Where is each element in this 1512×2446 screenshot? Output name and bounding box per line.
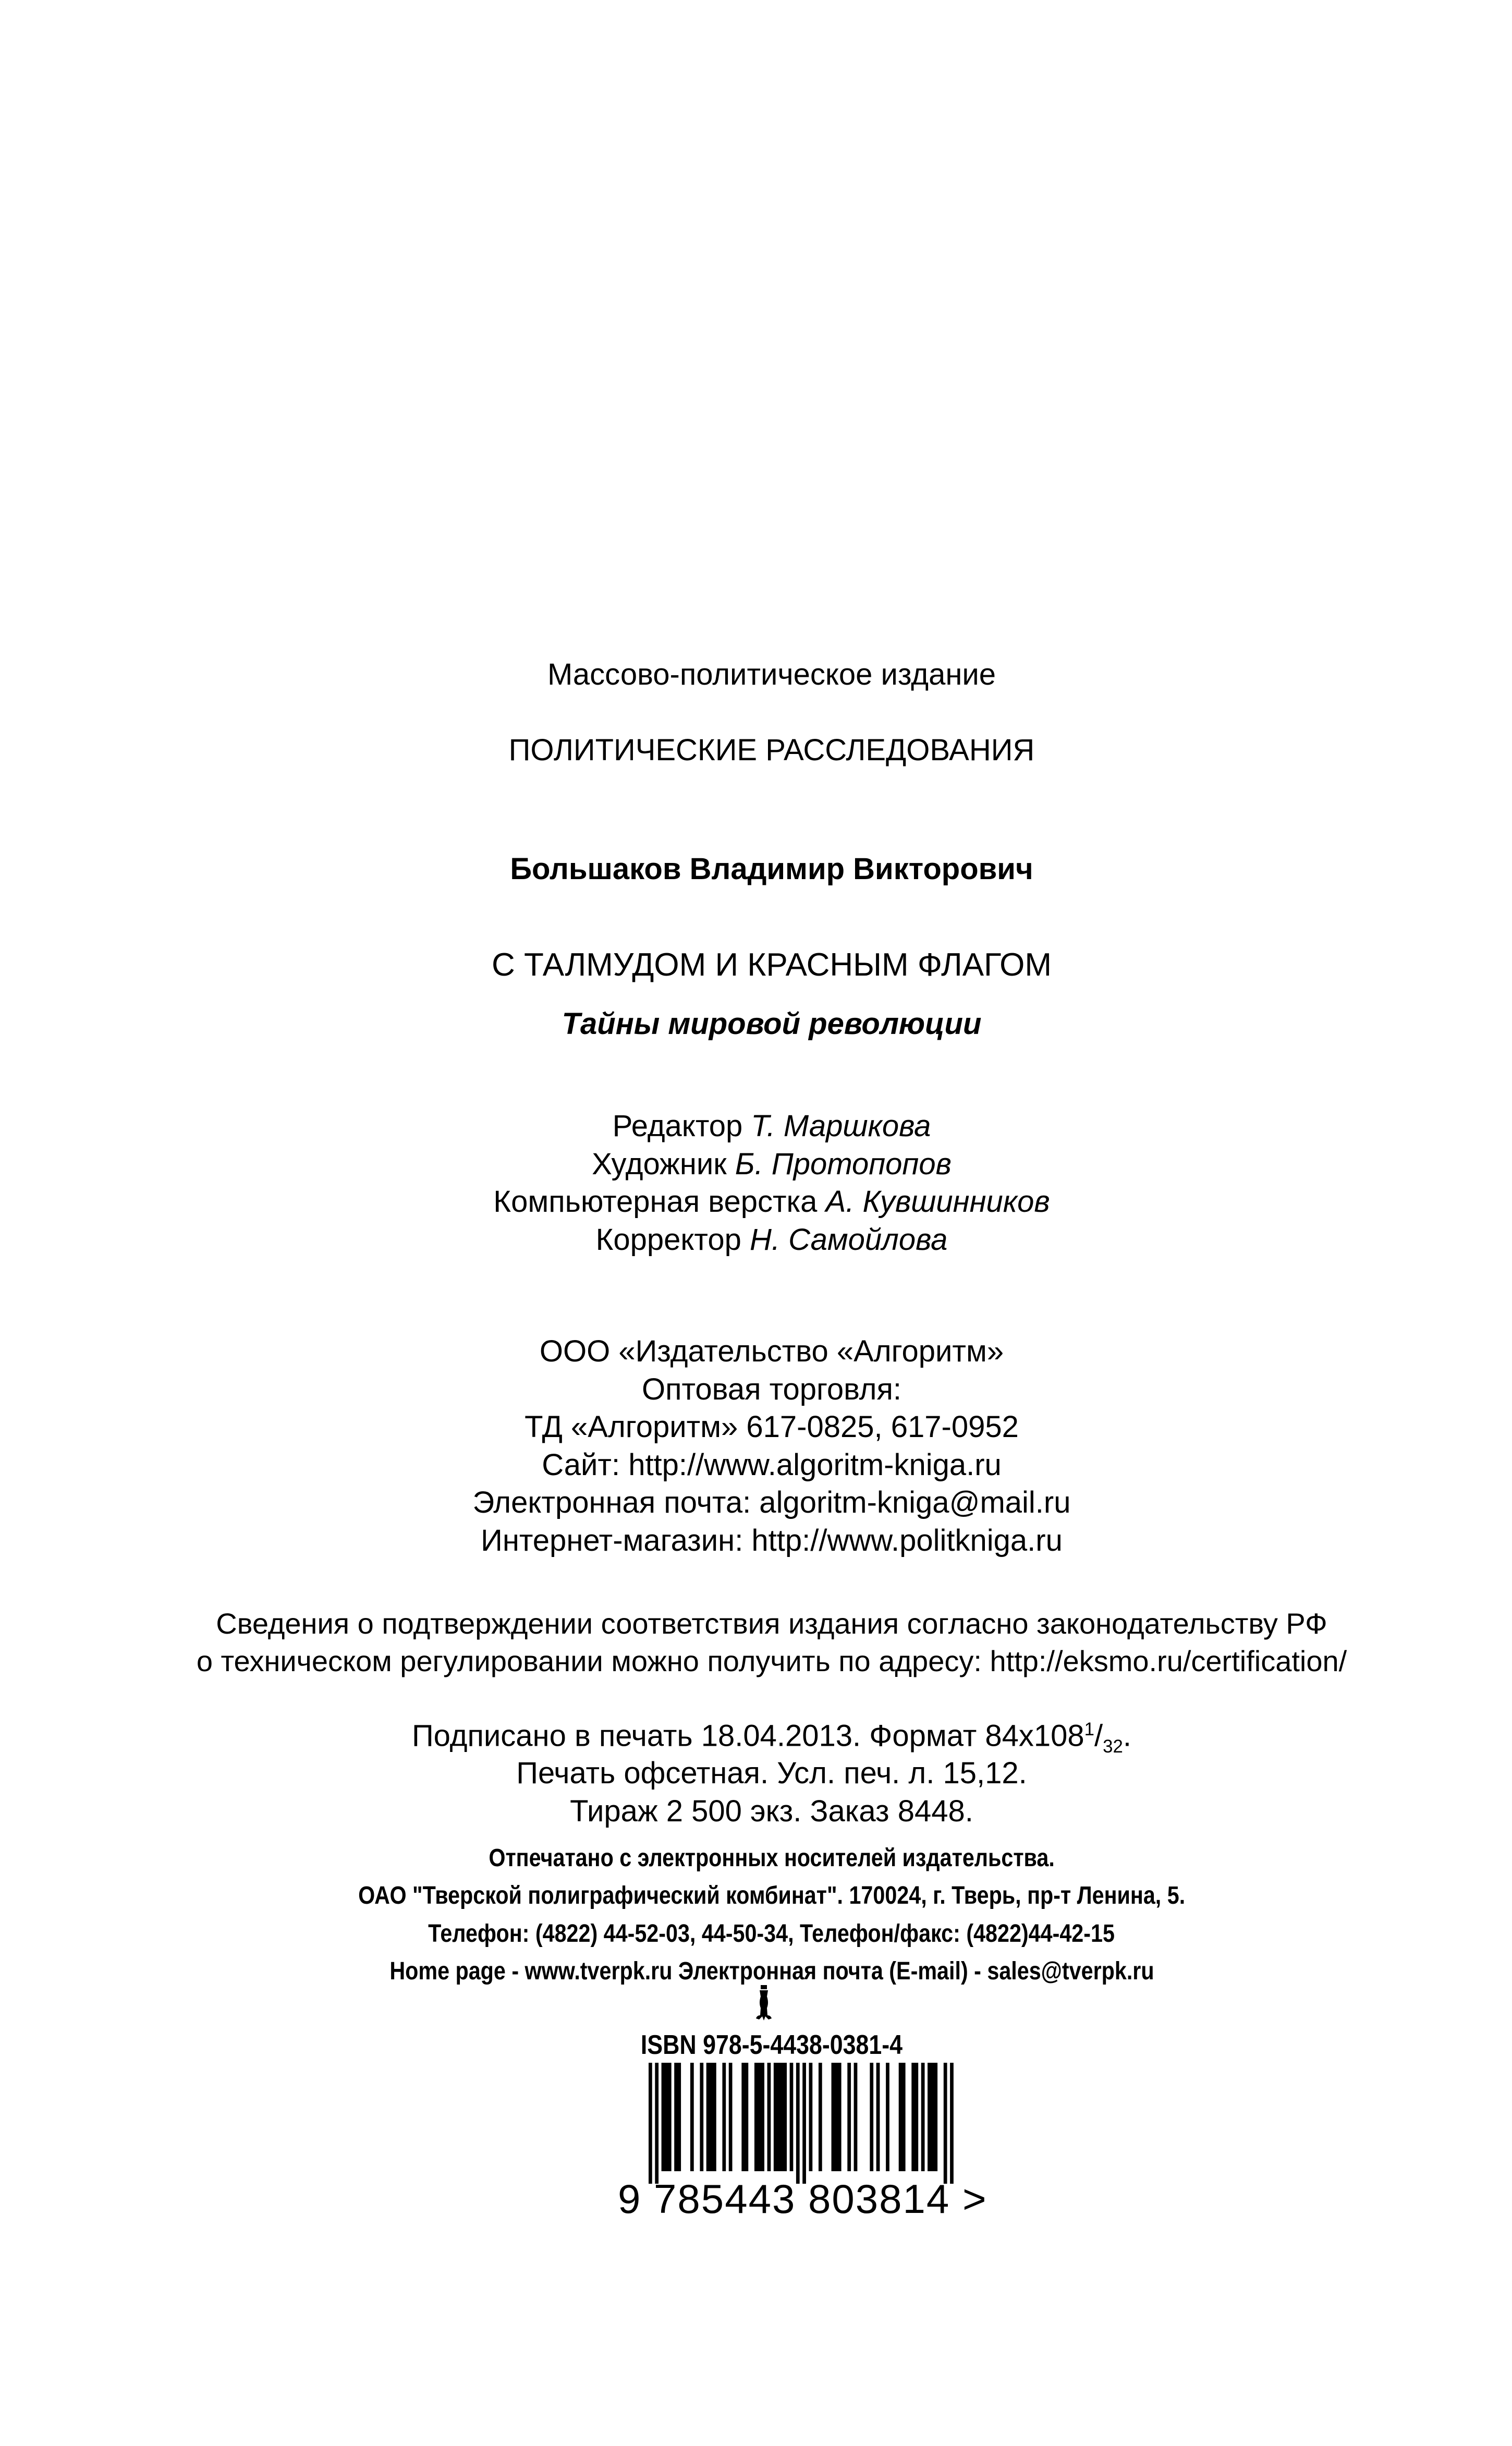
barcode-bar <box>777 2063 781 2171</box>
credit-name: Б. Протопопов <box>735 1147 952 1181</box>
publisher-line: Оптовая торговля: <box>641 1372 902 1406</box>
barcode-bar <box>886 2063 889 2171</box>
credit-role: Компьютерная верстка <box>493 1185 818 1219</box>
barcode-bar <box>911 2063 915 2171</box>
printer-text: Home page - www.tverpk.ru Электронная почта (E-mail) - sales@tverpk.ru <box>389 1957 1154 1985</box>
barcode-bar <box>780 2063 784 2171</box>
barcode-bar <box>847 2063 851 2171</box>
barcode-bar <box>655 2063 659 2184</box>
barcode-bar <box>767 2063 771 2171</box>
certification-line: о техническом регулировании можно получить по адресу: http://eksmo.ru/certification/ <box>196 1645 1347 1677</box>
barcode-bar <box>677 2063 681 2171</box>
barcode-bar <box>729 2063 733 2171</box>
barcode-digits: 9 785443 803814 > <box>618 2176 987 2222</box>
publisher-line: ТД «Алгоритм» 617-0825, 617-0952 <box>525 1410 1019 1444</box>
barcode-bar <box>690 2063 694 2171</box>
format-denominator: 32 <box>1103 1736 1123 1757</box>
printer-line <box>16 1883 1512 1908</box>
barcode-bar <box>783 2063 787 2171</box>
credit-role: Редактор <box>612 1109 743 1143</box>
barcode-bar <box>761 2063 764 2171</box>
printer-line <box>16 1846 1512 1871</box>
imprint-text: . <box>1123 1719 1131 1753</box>
isbn-barcode <box>649 2063 961 2188</box>
barcode-bar <box>809 2063 813 2171</box>
publisher-line: Интернет-магазин: http://www.politkniga.ru <box>481 1524 1063 1557</box>
barcode-bar <box>819 2063 822 2171</box>
imprint-print: Печать офсетная. Усл. печ. л. 15,12. <box>516 1756 1027 1790</box>
barcode-bar <box>754 2063 758 2171</box>
format-numerator: 1 <box>1084 1719 1095 1739</box>
barcode-bar <box>649 2063 652 2184</box>
barcode-bar <box>934 2063 937 2171</box>
printer-text: Отпечатано с электронных носителей издательства. <box>489 1844 1055 1872</box>
publisher-line: ООО «Издательство «Алгоритм» <box>539 1334 1004 1368</box>
barcode-bar <box>662 2063 665 2171</box>
barcode-bar <box>674 2063 678 2171</box>
barcode-bar <box>668 2063 672 2171</box>
author: Большаков Владимир Викторович <box>510 852 1033 886</box>
certification-line: Сведения о подтверждении соответствия издания согласно законодательству РФ <box>216 1607 1327 1640</box>
barcode-bar <box>758 2063 761 2171</box>
printer-text: Телефон: (4822) 44-52-03, 44-50-34, Телефон/факс: (4822)44-42-15 <box>428 1920 1115 1948</box>
barcode-bar <box>902 2063 906 2171</box>
credit-editor <box>16 1111 1512 1141</box>
publisher-line: Сайт: http://www.algoritm-kniga.ru <box>542 1448 1002 1482</box>
barcode-bar <box>832 2063 835 2171</box>
barcode-bar <box>854 2063 858 2171</box>
imprint-text: Подписано в печать 18.04.2013. Формат 84х108 <box>411 1719 1084 1753</box>
barcode-bar <box>710 2063 713 2171</box>
book-title: С ТАЛМУДОМ И КРАСНЫМ ФЛАГОМ <box>491 947 1052 983</box>
barcode-bar <box>931 2063 934 2171</box>
printer-line <box>16 1959 1512 1984</box>
barcode-bar <box>713 2063 716 2171</box>
barcode-bar <box>876 2063 880 2171</box>
printer-line <box>16 1921 1512 1946</box>
barcode-bar <box>899 2063 903 2171</box>
imprint-run: Тираж 2 500 экз. Заказ 8448. <box>570 1794 973 1828</box>
credit-role: Корректор <box>595 1223 741 1257</box>
printer-text: ОАО "Тверской полиграфический комбинат". 170024, г. Тверь, пр-т Ленина, 5. <box>358 1882 1186 1909</box>
barcode-bar <box>950 2063 954 2184</box>
credit-role: Художник <box>592 1147 727 1181</box>
barcode-bar <box>790 2063 794 2171</box>
barcode-bar <box>665 2063 668 2171</box>
barcode-bar <box>921 2063 925 2171</box>
credit-name: А. Кувшинников <box>825 1185 1050 1219</box>
publisher-line: Электронная почта: algoritm-kniga@mail.ru <box>472 1486 1071 1519</box>
barcode-bar <box>835 2063 838 2171</box>
barcode-bar <box>944 2063 947 2184</box>
credit-layout <box>16 1187 1512 1217</box>
barcode-bar <box>802 2063 806 2184</box>
credit-proofreader <box>16 1225 1512 1255</box>
barcode-bar <box>774 2063 777 2171</box>
barcode-bar <box>914 2063 918 2171</box>
printer-logo-icon <box>755 1984 773 2022</box>
credit-name: Н. Самойлова <box>749 1223 948 1257</box>
barcode-bar <box>700 2063 703 2171</box>
barcode-bar <box>796 2063 800 2184</box>
barcode-bar <box>706 2063 710 2171</box>
series-type: Массово-политическое издание <box>547 658 996 691</box>
book-subtitle: Тайны мировой революции <box>562 1007 982 1041</box>
credit-name: Т. Маршкова <box>751 1109 931 1143</box>
isbn-text: ISBN 978-5-4438-0381-4 <box>640 2030 903 2060</box>
isbn <box>16 2031 1512 2059</box>
barcode-bar <box>928 2063 931 2171</box>
barcode-bar <box>722 2063 726 2171</box>
barcode-bar <box>745 2063 749 2171</box>
series-name: ПОЛИТИЧЕСКИЕ РАССЛЕДОВАНИЯ <box>508 733 1035 767</box>
barcode-bar <box>870 2063 873 2171</box>
credit-artist <box>16 1149 1512 1179</box>
barcode-bar <box>741 2063 745 2171</box>
imprint-signed: Подписано в печать 18.04.2013. Формат $84х108^1/_{32}$. <box>411 1719 1131 1757</box>
barcode-bar <box>838 2063 842 2171</box>
